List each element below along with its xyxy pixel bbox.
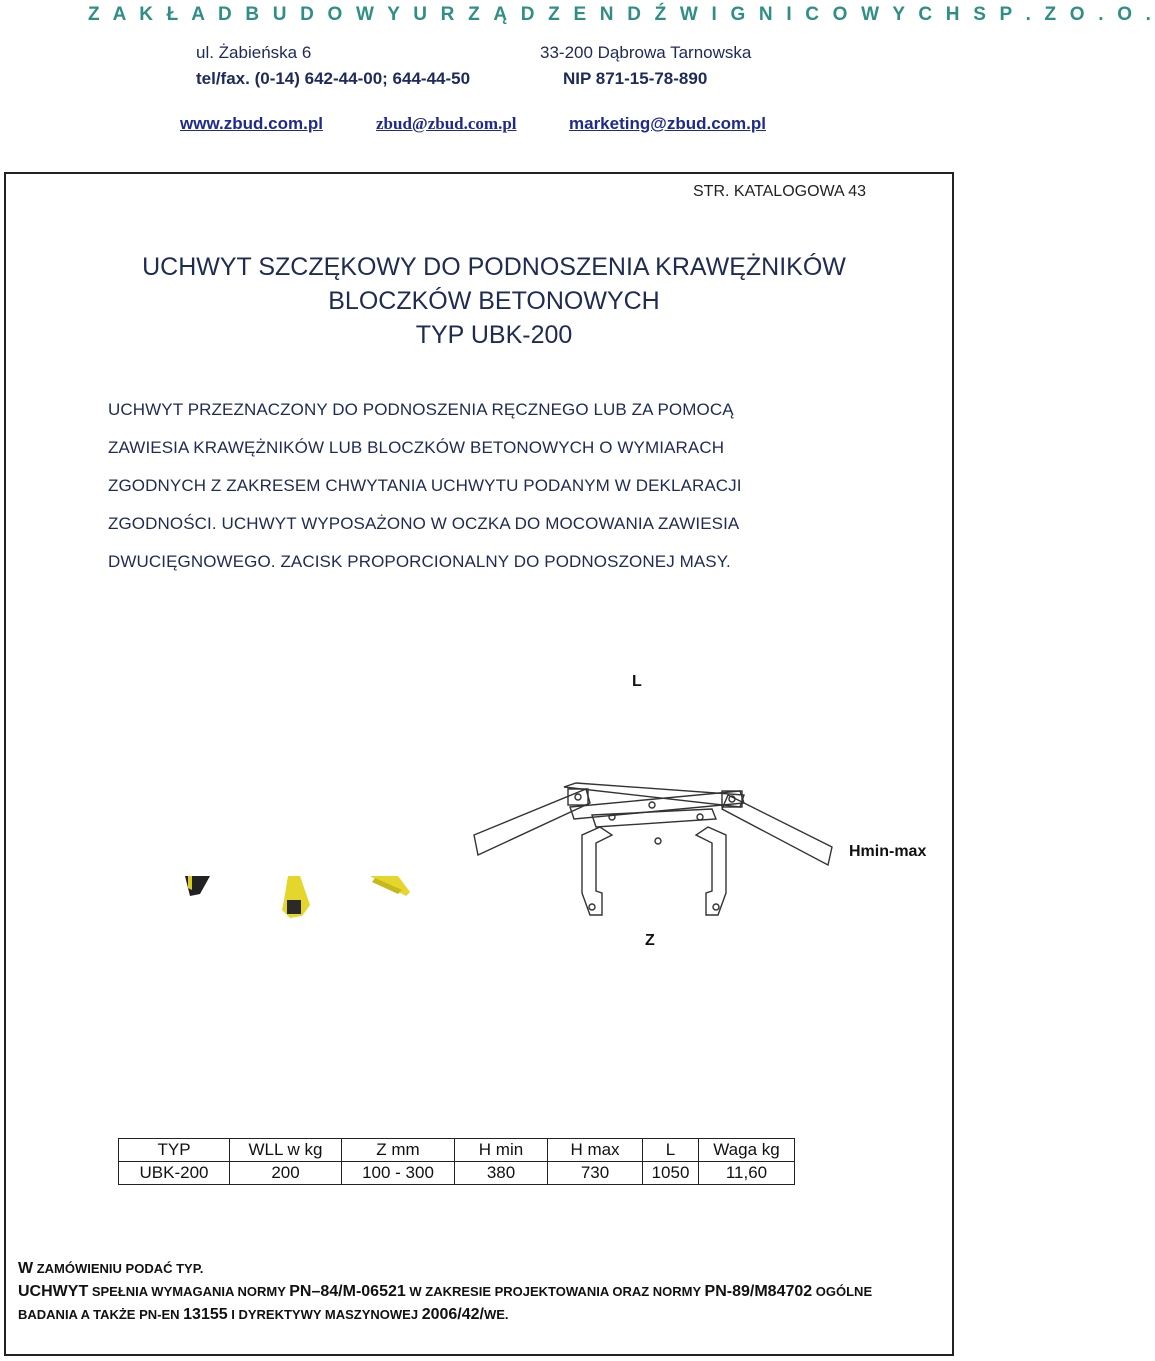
table-header-cell: TYP: [119, 1139, 230, 1162]
standards-note-part: UCHWYT: [18, 1283, 89, 1300]
table-header-row: [119, 1139, 795, 1162]
table-header-cell: L: [643, 1139, 699, 1162]
dimension-label-grip: Z: [645, 932, 655, 949]
standards-note-part: SPEŁNIA WYMAGANIA NORMY: [88, 1284, 290, 1299]
table-row: [119, 1162, 795, 1185]
order-note-text: ZAMÓWIENIU PODAĆ TYP.: [33, 1261, 204, 1276]
company-name: Z A K Ł A D B U D O W Y U R Z Ą D Z E N D Ź W I G N I C O W Y C H S P . Z O . O .: [88, 4, 1155, 25]
standards-note-part: 2006/42/: [421, 1306, 484, 1323]
spec-table: [118, 1138, 795, 1185]
standards-note-line-1: [18, 1283, 872, 1301]
description-line-4: ZGODNOŚCI. UCHWYT WYPOSAŻONO W OCZKA DO MOCOWANIA ZAWIESIA: [108, 514, 740, 533]
product-title-line-3: TYP UBK-200: [415, 321, 573, 349]
product-title-line-2: BLOCZKÓW BETONOWYCH: [328, 287, 660, 315]
street-address: ul. Żabieńska 6: [196, 43, 312, 62]
gripper-technical-drawing: [472, 775, 837, 925]
order-note: [18, 1260, 203, 1278]
table-header-cell: Z mm: [342, 1139, 455, 1162]
description-line-2: ZAWIESIA KRAWĘŻNIKÓW LUB BLOCZKÓW BETONOWYCH O WYMIARACH: [108, 438, 725, 457]
website-link[interactable]: www.zbud.com.pl: [180, 114, 323, 133]
description-line-1: UCHWYT PRZEZNACZONY DO PODNOSZENIA RĘCZNEGO LUB ZA POMOCĄ: [108, 400, 734, 419]
table-header-cell: H min: [455, 1139, 548, 1162]
city-address: 33-200 Dąbrowa Tarnowska: [540, 43, 752, 62]
table-header-cell: H max: [548, 1139, 643, 1162]
standards-note-part: W ZAKRESIE PROJEKTOWANIA ORAZ NORMY: [405, 1284, 705, 1299]
email-link[interactable]: zbud@zbud.com.pl: [376, 114, 517, 133]
table-header-cell: Waga kg: [699, 1139, 795, 1162]
description-line-3: ZGODNYCH Z ZAKRESEM CHWYTANIA UCHWYTU PODANYM W DEKLARACJI: [108, 476, 742, 495]
standards-note-part: I DYREKTYWY MASZYNOWEJ: [227, 1307, 422, 1322]
standards-note-line-2: [18, 1306, 509, 1324]
description-line-5: DWUCIĘGNOWEGO. ZACISK PROPORCIONALNY DO PODNOSZONEJ MASY.: [108, 552, 731, 571]
product-photo: [170, 870, 420, 930]
table-cell: 100 - 300: [342, 1162, 455, 1185]
product-title-line-1: UCHWYT SZCZĘKOWY DO PODNOSZENIA KRAWĘŻNIKÓW: [142, 253, 846, 281]
nip-number: NIP 871-15-78-890: [563, 69, 708, 88]
table-cell: 1050: [643, 1162, 699, 1185]
standards-note-part: OGÓLNE: [812, 1284, 873, 1299]
standards-note-part: PN–84/M-06521: [289, 1283, 406, 1300]
table-cell: UBK-200: [119, 1162, 230, 1185]
phone-fax: tel/fax. (0-14) 642-44-00; 644-44-50: [196, 69, 471, 88]
table-cell: 730: [548, 1162, 643, 1185]
dimension-label-height: Hmin-max: [849, 843, 927, 860]
order-note-prefix: W: [18, 1260, 34, 1277]
catalog-page-ref: STR. KATALOGOWA 43: [693, 183, 867, 200]
table-cell: 200: [230, 1162, 342, 1185]
table-cell: 11,60: [699, 1162, 795, 1185]
table-cell: 380: [455, 1162, 548, 1185]
dimension-label-length: L: [632, 673, 642, 690]
standards-note-part: 13155: [183, 1306, 228, 1323]
table-header-cell: WLL w kg: [230, 1139, 342, 1162]
standards-note-part: PN-89/M84702: [704, 1283, 813, 1300]
standards-note-part: BADANIA A TAKŻE PN-EN: [18, 1307, 184, 1322]
marketing-email-link[interactable]: marketing@zbud.com.pl: [569, 114, 766, 133]
standards-note-part: WE.: [483, 1307, 509, 1322]
